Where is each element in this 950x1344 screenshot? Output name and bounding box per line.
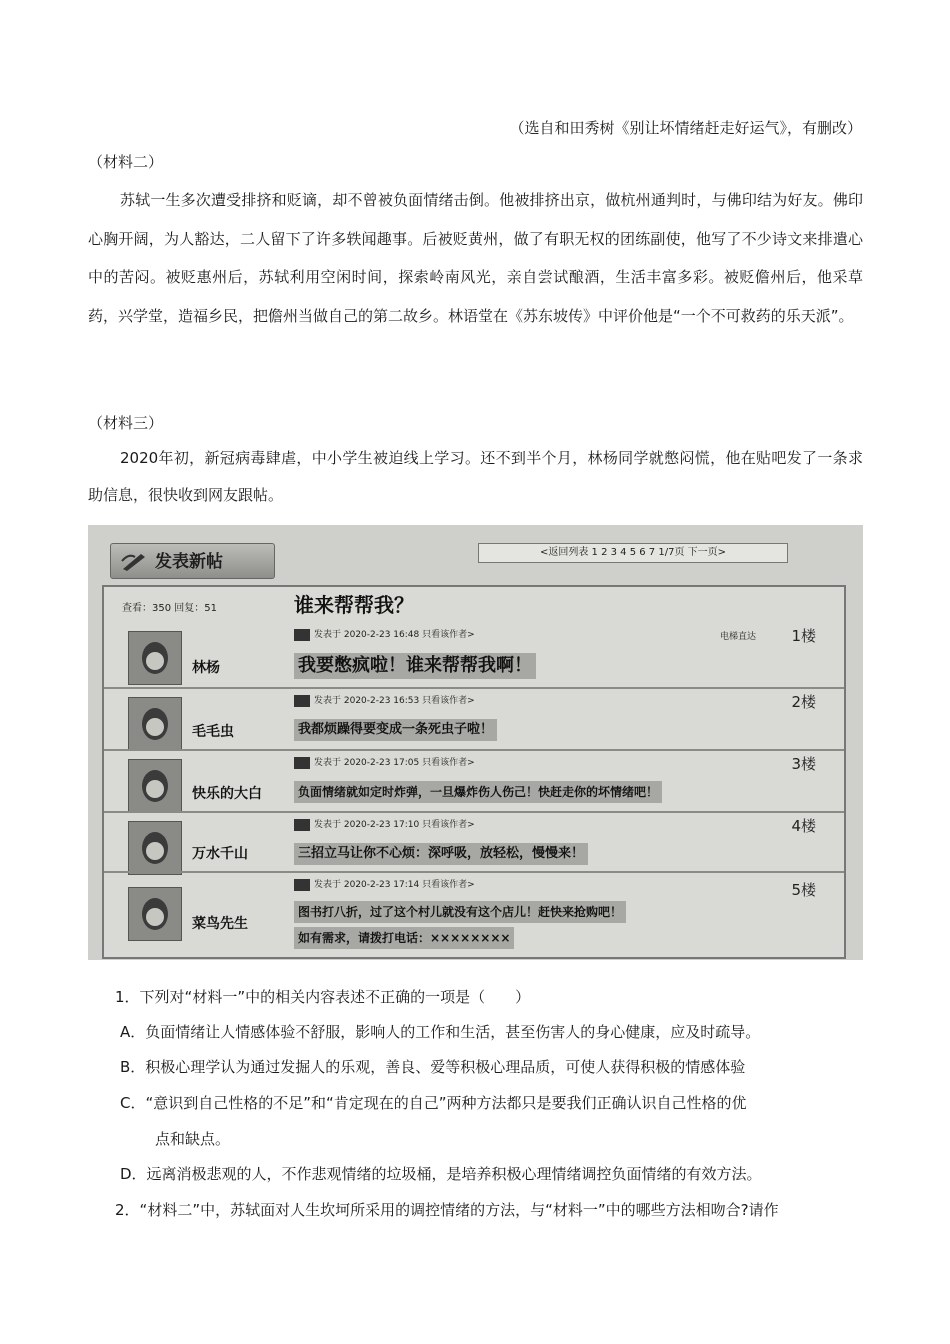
avatar — [128, 631, 182, 685]
material2-text: 苏轼一生多次遭受排挤和贬谪，却不曾被负面情绪击倒。他被排挤出京，做杭州通判时，与佛印结为好友。佛印心胸开阔，为人豁达，二人留下了许多轶闻趣事。后被贬黄州，做了有职无权的团练副使，他写了不少诗文来排遣心中的苦闷。被贬惠州后，苏轼利用空闲时间，探索岭南风光，亲自尝试酿酒，生活丰富多彩。被贬儋州后，他采草药，兴学堂，造福乡民，把儋州当做自己的第二故乡。林语堂在《苏东坡传》中评价他是“一个不可救药的乐天派”。 — [88, 191, 863, 325]
source-citation: （选自和田秀树《别让坏情绪赶走好运气》，有删改） — [509, 119, 862, 137]
pen-icon — [121, 551, 147, 571]
user-icon — [294, 819, 310, 831]
post-username: 毛毛虫 — [192, 724, 234, 740]
material3-label: （材料三） — [88, 414, 164, 432]
post-meta: 发表于 2020-2-23 17:10 只看该作者> — [294, 817, 475, 831]
post-username: 林杨 — [192, 660, 220, 676]
post-meta: 发表于 2020-2-23 16:53 只看该作者> — [294, 693, 475, 707]
avatar — [128, 759, 182, 813]
avatar — [128, 697, 182, 751]
material2-label: （材料二） — [88, 153, 164, 171]
post-5 — [104, 871, 844, 959]
user-icon — [294, 695, 310, 707]
q1-option-c: C．“意识到自己性格的不足”和“肯定现在的自己”两种方法都只是要我们正确认识自己性格的优 — [120, 1094, 747, 1112]
question-2-stem: 2．“材料二”中，苏轼面对人生坎坷所采用的调控情绪的方法，与“材料一”中的哪些方法相吻合?请作 — [115, 1201, 779, 1219]
post-username: 快乐的大白 — [192, 786, 262, 802]
post-2 — [104, 687, 844, 751]
post-message: 三招立马让你不心烦：深呼吸，放轻松，慢慢来！ — [294, 843, 588, 865]
post-message: 我都烦躁得要变成一条死虫子啦！ — [294, 719, 497, 741]
material3-text: 2020年初，新冠病毒肆虐，中小学生被迫线上学习。还不到半个月，林杨同学就憋闷慌，他在贴吧发了一条求助信息，很快收到网友跟帖。 — [88, 449, 863, 504]
new-post-banner — [110, 543, 275, 579]
user-icon — [294, 879, 310, 891]
floor-number: 1楼 — [791, 627, 816, 645]
floor-number: 4楼 — [791, 817, 816, 835]
post-3 — [104, 749, 844, 813]
q1-option-d: D．远离消极悲观的人，不作悲观情绪的垃圾桶，是培养积极心理情绪调控负面情绪的有效方法。 — [120, 1165, 762, 1183]
user-icon — [294, 629, 310, 641]
forum-thread — [102, 585, 846, 959]
thread-title: 谁来帮帮我？ — [294, 593, 414, 617]
post-username: 菜鸟先生 — [192, 916, 248, 932]
user-icon — [294, 757, 310, 769]
post-message-contact: 如有需求，请拨打电话：×××××××× — [294, 927, 514, 949]
elevator-link: 电梯直达 — [719, 632, 756, 642]
floor-number: 2楼 — [791, 693, 816, 711]
floor-number: 3楼 — [791, 755, 816, 773]
post-message: 我要憋疯啦！谁来帮帮我啊！ — [294, 653, 536, 679]
post-meta: 发表于 2020-2-23 16:48 只看该作者> — [294, 627, 475, 641]
post-meta: 发表于 2020-2-23 17:05 只看该作者> — [294, 755, 475, 769]
banner-text: 发表新帖 — [155, 552, 223, 572]
avatar — [128, 887, 182, 941]
post-message: 图书打八折，过了这个村儿就没有这个店儿！赶快来抢购吧！ — [294, 901, 626, 923]
post-message: 负面情绪就如定时炸弹，一旦爆炸伤人伤己！快赶走你的坏情绪吧！ — [294, 781, 662, 803]
floor-number: 5楼 — [791, 881, 816, 899]
post-username: 万水千山 — [192, 846, 248, 862]
q1-option-a: A．负面情绪让人情感体验不舒服，影响人的工作和生活，甚至伤害人的身心健康，应及时疏导。 — [120, 1023, 761, 1041]
post-4 — [104, 811, 844, 873]
avatar — [128, 821, 182, 875]
q1-option-c-continued: 点和缺点。 — [155, 1130, 231, 1148]
post-meta: 发表于 2020-2-23 17:14 只看该作者> — [294, 877, 475, 891]
post-1 — [104, 623, 844, 687]
question-1-stem: 1．下列对“材料一”中的相关内容表述不正确的一项是（ ） — [115, 988, 531, 1006]
view-reply-stats: 查看：350 回复：51 — [122, 603, 217, 614]
q1-option-b: B．积极心理学认为通过发掘人的乐观，善良、爱等积极心理品质，可使人获得积极的情感体验 — [120, 1058, 746, 1076]
pagination-bar: <返回列表 1 2 3 4 5 6 7 1/7页 下一页> — [478, 543, 788, 563]
forum-screenshot-photo — [88, 525, 863, 960]
